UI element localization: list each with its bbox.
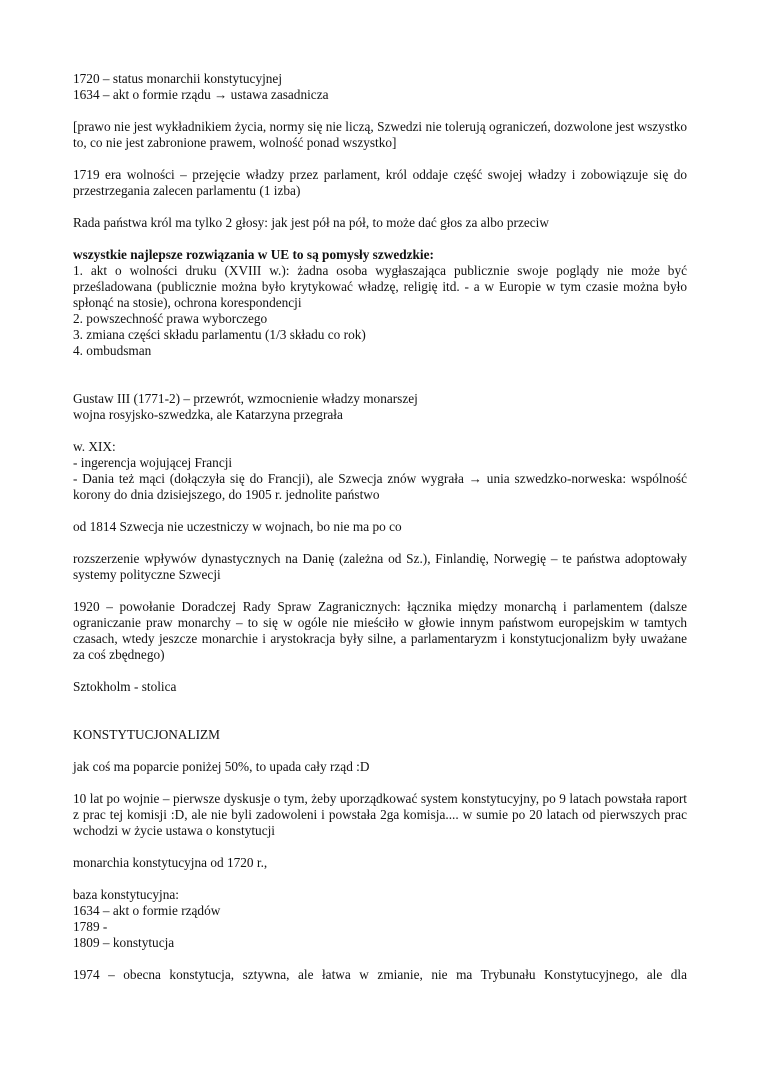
paragraph-1720-status [73,71,687,103]
text-line: w. XIX: [73,439,116,454]
list-item: - ingerencja wojującej Francji [73,455,233,470]
list-item: - Dania też mąci (dołączyła się do Francji), ale Szwecja znów wygrała → unia szwedzko-norweska: wspólność korony do dnia dzisiejszego, do 1905 r. jednolite państwo [73,471,687,502]
text-line: Gustaw III (1771-2) – przewrót, wzmocnienie władzy monarszej [73,391,418,406]
paragraph-dynastic-influence: rozszerzenie wpływów dynastycznych na Danię (zależna od Sz.), Finlandię, Norwegię – te państwa adoptowały systemy polityczne Szwecji [73,551,687,582]
text-line: 1634 – akt o formie rządu → ustawa zasadnicza [73,87,329,102]
list-item: 4. ombudsman [73,343,152,358]
text-line: 1634 – akt o formie rządów [73,903,221,918]
paragraph-since-1814: od 1814 Szwecja nie uczestniczy w wojnach, bo nie ma po co [73,519,402,534]
paragraph-gustaw-iii [73,391,687,423]
paragraph-state-council: Rada państwa król ma tylko 2 głosy: jak jest pół na pół, to może dać głos za albo przeciw [73,215,549,230]
text-line: 1809 – konstytucja [73,935,175,950]
section-title-constitutionalism: KONSTYTUCJONALIZM [73,727,220,742]
list-item: 3. zmiana części składu parlamentu (1/3 składu co rok) [73,327,366,342]
paragraph-monarchy-1720: monarchia konstytucyjna od 1720 r., [73,855,268,870]
paragraph-government-support: jak coś ma poparcie poniżej 50%, to upada cały rząd :D [73,759,370,774]
list-item: 2. powszechność prawa wyborczego [73,311,268,326]
text-line: 1720 – status monarchii konstytucyjnej [73,71,283,86]
paragraph-19th-century [73,439,687,503]
paragraph-1974-constitution: 1974 – obecna konstytucja, sztywna, ale łatwa w zmianie, nie ma Trybunału Konstytucyjnego, ale dla [73,967,687,982]
text-line: 1789 - [73,919,108,934]
section-heading: wszystkie najlepsze rozwiązania w UE to są pomysły szwedzkie: [73,247,434,262]
paragraph-era-of-liberty: 1719 era wolności – przejęcie władzy przez parlament, król oddaje część swojej władzy i zobowiązuje się do przestrzegania zalecen parlamentu (1 izba) [73,167,687,198]
paragraph-after-war: 10 lat po wojnie – pierwsze dyskusje o tym, żeby uporządkować system konstytucyjny, po 9 latach powstała raport z prac tej komisji :D, ale nie byli zadowoleni i powstała 2ga komisja.... w sumie po 20 latach od pierwszych prac wchodzi w życie ustawa o konstytucji [73,791,687,838]
document-page [73,71,687,983]
paragraph-capital: Sztokholm - stolica [73,679,177,694]
paragraph-law-note: [prawo nie jest wykładnikiem życia, normy się nie liczą, Szwedzi nie tolerują ograniczeń, dozwolone jest wszystko to, co nie jest zabronione prawem, wolność ponad wszystko] [73,119,687,150]
text-line: baza konstytucyjna: [73,887,179,902]
text-line: wojna rosyjsko-szwedzka, ale Katarzyna przegrała [73,407,343,422]
paragraph-1920-council: 1920 – powołanie Doradczej Rady Spraw Zagranicznych: łącznika między monarchą i parlamentem (dalsze ograniczanie praw monarchy – to się w ogóle nie mieściło w głowie innym państwom europejskim w tamtych czasach, wtedy jeszcze monarchie i arystokracja były silne, a parlamentaryzm i konstytucjonalizm były uważane za coś zbędnego) [73,599,687,662]
paragraph-swedish-ideas [73,247,687,359]
paragraph-constitutional-base [73,887,687,951]
list-item: 1. akt o wolności druku (XVIII w.): żadna osoba wygłaszająca publicznie swoje poglądy nie może być prześladowana (publicznie można było krytykować władzę, religię itd. - a w Europie w tym czasie można było spłonąć na stosie), ochrona korespondencji [73,263,687,310]
